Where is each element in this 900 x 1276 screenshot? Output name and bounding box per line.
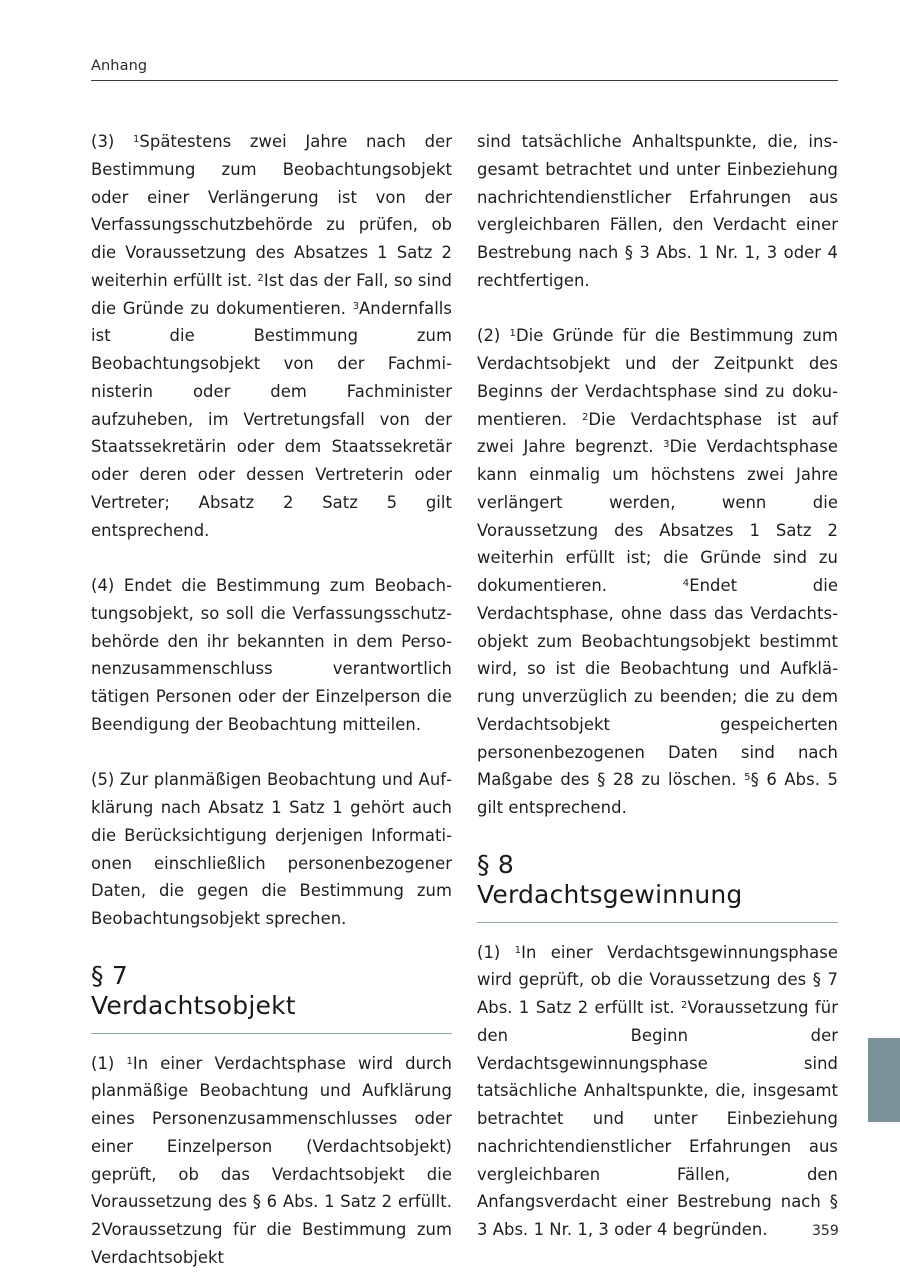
sentence-number: 2	[681, 1000, 688, 1011]
section-8-heading	[477, 850, 838, 910]
paragraph-6-4: (4) Endet die Bestimmung zum Beobachtungsobjekt, so soll die Verfassungsschutzbehörde den ihr bekannten in dem Personenzusammenschluss verantwortlich tätigen Personen oder der Einzelperson die Beendigung der Beobachtung mitteilen.	[91, 576, 452, 734]
section-number: § 8	[477, 849, 514, 879]
sentence-number: 1	[509, 328, 516, 340]
left-column	[91, 128, 452, 1272]
sentence-text: § 6 Abs. 5 gilt entsprechend.	[477, 770, 838, 817]
sentence-text: Andernfalls ist die Bestimmung zum Beobachtungsobjekt von der Fachministerin oder dem Fachminister aufzuheben, im Vertretungsfall von der Staatssekretärin oder dem Staatssekretär oder deren oder dessen Vertreterin oder Vertreter; Absatz 2 Satz 5 gilt entsprechend.	[91, 298, 452, 540]
paragraph-7-1-continued: sind tatsächliche Anhaltspunkte, die, insgesamt betrachtet und unter Einbeziehung nachrichtendienstlicher Erfahrungen aus vergleichbaren Fällen, den Verdacht einer Bestrebung nach § 3 Abs. 1 Nr. 1, 3 oder 4 rechtfertigen.	[477, 132, 838, 290]
section-title: Verdachtsgewinnung	[477, 879, 743, 909]
sentence-text: Die Gründe für die Bestimmung zum Verdachtsobjekt und der Zeitpunkt des Beginns der Verdachtsphase sind zu dokumentieren.	[477, 326, 838, 429]
sentence-text: Ist das der Fall, so sind die Gründe zu dokumentieren.	[91, 270, 452, 318]
sentence-number: 5	[744, 772, 751, 784]
paragraph-7-1	[91, 1050, 452, 1272]
section-title: Verdachtsobjekt	[91, 990, 296, 1020]
paragraph-number: (1)	[477, 942, 515, 962]
sentence-text: Endet die Verdachtsphase, ohne dass das Verdachtsobjekt zum Beobachtungsobjekt bestimmt wird, so ist die Beobachtung und Aufklärung unverzüglich zu beenden; die zu dem Verdachtsobjekt gespeicherten personenbezogenen Daten sind nach Maßgabe des § 28 zu löschen.	[477, 576, 838, 790]
sentence-number: 1	[133, 134, 140, 145]
paragraph-7-2	[477, 322, 838, 822]
sentence-number: 3	[663, 439, 670, 451]
header-rule	[91, 80, 838, 81]
paragraph-number: (3)	[91, 132, 133, 151]
section-rule	[477, 922, 838, 923]
chapter-thumb-tab	[868, 1038, 900, 1122]
sentence-number: 1	[514, 944, 522, 956]
running-head: Anhang	[91, 58, 148, 74]
sentence-number: 2	[581, 411, 589, 423]
sentence-text: Die Verdachtsphase kann einmalig um höchstens zwei Jahre verlängert werden, wenn die Voraussetzung des Absatzes 1 Satz 2 weiterhin erfüllt ist; die Gründe sind zu dokumentieren.	[477, 437, 838, 595]
paragraph-8-1	[477, 939, 838, 1244]
sentence-text: Die Verdachtsphase ist auf zwei Jahre begrenzt.	[477, 409, 838, 457]
section-rule	[91, 1033, 452, 1034]
sentence-number: 1	[126, 1055, 133, 1067]
page-number: 359	[812, 1223, 839, 1239]
section-number: § 7	[91, 960, 128, 990]
paragraph-number: (1)	[91, 1053, 127, 1073]
section-7-heading	[91, 961, 452, 1021]
sentence-text: Voraussetzung für den Beginn der Verdachtsgewinnungsphase sind tatsächliche Anhaltspunkte, die, insgesamt betrachtet und unter Einbeziehung nachrichtendienstlicher Erfahrungen aus vergleichbaren Fällen, den Anfangsverdacht einer Bestrebung nach § 3 Abs. 1 Nr. 1, 3 oder 4 begründen.	[477, 998, 838, 1239]
sentence-text: In einer Verdachtsphase wird durch planmäßige Beobachtung und Aufklärung eines Personenzusammenschlusses oder einer Einzelperson (Verdachtsobjekt) geprüft, ob das Verdachtsobjekt die Voraussetzung des § 6 Abs. 1 Satz 2 erfüllt. 2Voraussetzung für die Bestimmung zum Verdachtsobjekt	[91, 1053, 452, 1267]
right-column	[477, 128, 838, 1244]
sentence-text: Spätestens zwei Jahre nach der Bestimmung zum Beobachtungsobjekt oder einer Verlängerung ist von der Verfassungsschutzbehörde zu prüfen, ob die Voraussetzung des Absatzes 1 Satz 2 weiterhin erfüllt ist.	[91, 132, 452, 290]
sentence-number: 2	[257, 272, 264, 284]
paragraph-6-3	[91, 128, 452, 544]
paragraph-6-5: (5) Zur planmäßigen Beobachtung und Aufklärung nach Absatz 1 Satz 1 gehört auch die Berücksichtigung derjenigen Informationen einschließlich personenbezogener Daten, die gegen die Bestimmung zum Beobachtungsobjekt sprechen.	[91, 770, 452, 928]
sentence-number: 4	[682, 578, 690, 589]
paragraph-number: (2)	[477, 326, 510, 346]
sentence-number: 3	[352, 300, 360, 312]
sentence-text: In einer Verdachtsgewinnungsphase wird geprüft, ob die Voraussetzung des § 7 Abs. 1 Satz 2 erfüllt ist.	[477, 942, 838, 1017]
